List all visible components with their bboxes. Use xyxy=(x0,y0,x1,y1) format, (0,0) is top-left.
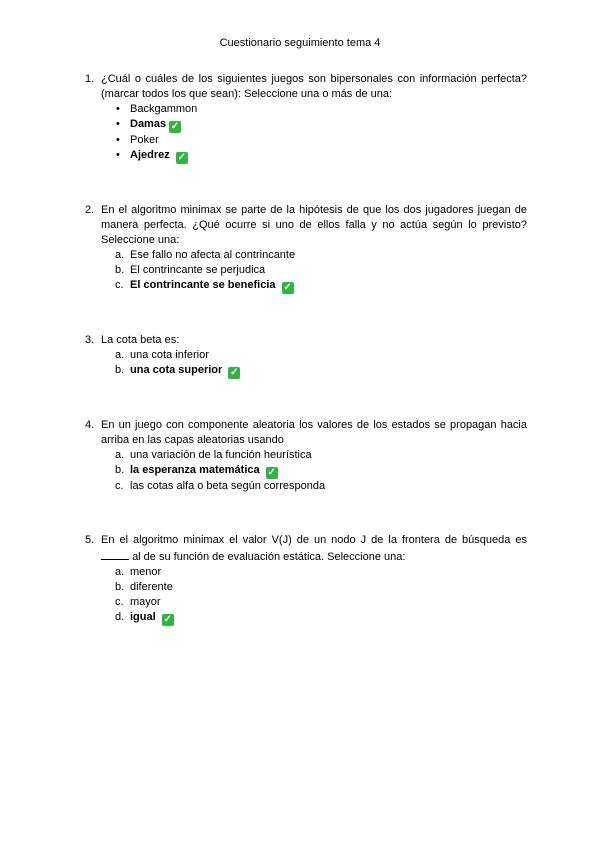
option-text: Backgammon xyxy=(130,103,198,115)
option-list xyxy=(85,102,527,164)
document-title: Cuestionario seguimiento tema 4 xyxy=(219,37,381,49)
question-text: En un juego con componente aleatoria los valores de los estados se propagan hacia arriba en las capas aleatorias usando xyxy=(101,419,527,446)
option-letter: b. xyxy=(115,364,125,376)
option-item xyxy=(85,610,527,626)
question-2 xyxy=(85,203,527,294)
option-list xyxy=(85,448,527,494)
option-item xyxy=(85,595,527,610)
checkmark-icon: ✓ xyxy=(163,614,172,625)
option-list xyxy=(85,248,527,294)
question-number: 5. xyxy=(85,534,95,546)
option-item xyxy=(85,148,527,164)
question-4 xyxy=(85,418,527,494)
question-5 xyxy=(85,533,527,626)
option-list xyxy=(85,348,527,379)
option-item xyxy=(85,463,527,479)
option-text: menor xyxy=(130,566,162,578)
option-item xyxy=(85,117,527,133)
checkmark-icon: ✓ xyxy=(267,467,276,478)
option-letter: d. xyxy=(115,611,125,623)
bullet-marker: • xyxy=(116,149,120,161)
option-item xyxy=(85,102,527,117)
option-text: una variación de la función heurística xyxy=(130,449,312,461)
option-item xyxy=(85,363,527,379)
question-text xyxy=(101,533,527,565)
option-letter: b. xyxy=(115,581,125,593)
question-text-after: al de su función de evaluación estática. Seleccione una: xyxy=(132,551,406,563)
checkmark-icon: ✓ xyxy=(283,282,292,293)
option-text: El contrincante se perjudica xyxy=(130,264,266,276)
option-letter: c. xyxy=(115,596,124,608)
question-number: 1. xyxy=(85,73,95,85)
option-text: diferente xyxy=(130,581,173,593)
option-text-correct: la esperanza matemática xyxy=(130,464,260,476)
option-letter: c. xyxy=(115,279,124,291)
option-text: Ese fallo no afecta al contrincante xyxy=(130,249,296,261)
question-3 xyxy=(85,333,527,379)
option-text-correct: una cota superior xyxy=(130,364,223,376)
option-item xyxy=(85,348,527,363)
question-number: 3. xyxy=(85,334,95,346)
option-text: Poker xyxy=(130,134,159,146)
question-text: En el algoritmo minimax se parte de la hipótesis de que los dos jugadores juegan de manera perfecta. ¿Qué ocurre si uno de ellos falla y no actúa según lo previsto? Seleccione una: xyxy=(101,204,527,246)
option-item xyxy=(85,565,527,580)
checkmark-icon: ✓ xyxy=(230,367,239,378)
option-list xyxy=(85,565,527,626)
bullet-marker: • xyxy=(116,118,120,130)
option-letter: a. xyxy=(115,449,125,461)
option-text-correct: igual xyxy=(130,611,156,623)
question-1 xyxy=(85,72,527,164)
option-item xyxy=(85,479,527,494)
checkmark-icon: ✓ xyxy=(177,152,186,163)
option-text-correct: El contrincante se beneficia xyxy=(130,279,276,291)
question-text: La cota beta es: xyxy=(101,334,180,346)
option-text-correct: Damas xyxy=(130,118,167,130)
bullet-marker: • xyxy=(116,103,120,115)
option-item xyxy=(85,580,527,595)
question-text: ¿Cuál o cuáles de los siguientes juegos son bipersonales con información perfecta? (marcar todos los que sean): Seleccione una o más de una: xyxy=(101,73,527,100)
option-text: mayor xyxy=(130,596,161,608)
option-letter: b. xyxy=(115,464,125,476)
option-item xyxy=(85,278,527,294)
option-item xyxy=(85,448,527,463)
option-text: las cotas alfa o beta según corresponda xyxy=(130,480,326,492)
option-text-correct: Ajedrez xyxy=(130,149,170,161)
question-number: 4. xyxy=(85,419,95,431)
bullet-marker: • xyxy=(116,134,120,146)
option-letter: a. xyxy=(115,249,125,261)
option-item xyxy=(85,248,527,263)
option-text: una cota inferior xyxy=(130,349,209,361)
option-letter: c. xyxy=(115,480,124,492)
option-item xyxy=(85,133,527,148)
option-letter: b. xyxy=(115,264,125,276)
answer-blank xyxy=(101,548,129,560)
option-letter: a. xyxy=(115,566,125,578)
question-number: 2. xyxy=(85,204,95,216)
checkmark-icon: ✓ xyxy=(170,121,180,132)
option-letter: a. xyxy=(115,349,125,361)
option-item xyxy=(85,263,527,278)
question-text-before: En el algoritmo minimax el valor V(J) de un nodo J de la frontera de búsqueda es xyxy=(101,534,527,546)
